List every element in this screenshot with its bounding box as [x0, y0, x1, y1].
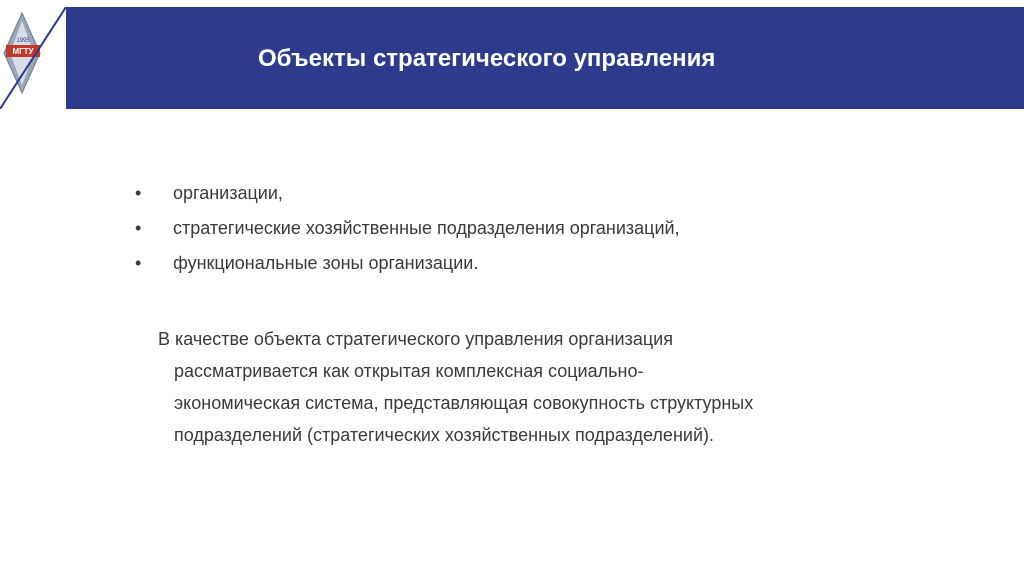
list-item: • организации, — [135, 176, 895, 211]
logo-year: 1995 — [16, 38, 30, 44]
header-bar — [0, 7, 1024, 109]
bullet-dot: • — [135, 183, 142, 203]
paragraph-line: подразделений (стратегических хозяйственных подразделений). — [174, 425, 714, 445]
list-item: • стратегические хозяйственные подразделения организаций, — [135, 211, 895, 246]
bullet-dot: • — [135, 253, 142, 273]
bullet-list — [135, 176, 895, 281]
paragraph-line: рассматривается как открытая комплексная социально- — [174, 361, 644, 381]
bullet-dot: • — [135, 218, 142, 238]
description-paragraph — [158, 323, 918, 451]
university-logo-icon — [0, 7, 66, 109]
logo-text: МГТУ — [12, 47, 34, 56]
slide-title: Объекты стратегического управления — [258, 45, 716, 72]
list-item: • функциональные зоны организации. — [135, 246, 895, 281]
paragraph-line: экономическая система, представляющая совокупность структурных — [174, 393, 754, 413]
logo — [0, 7, 66, 109]
paragraph-line: В качестве объекта стратегического управления организация — [158, 329, 673, 349]
